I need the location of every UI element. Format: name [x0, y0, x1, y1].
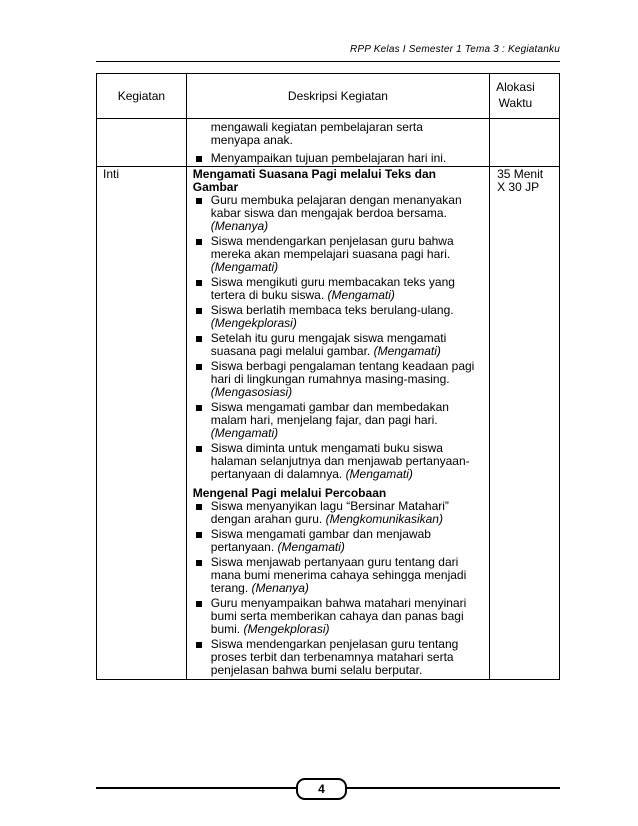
lesson-plan-table — [96, 73, 560, 680]
item-text: Siswa mendengarkan penjelasan guru bahwa mereka akan mempelajari suasana pagi hari. — [210, 234, 454, 261]
page-number: 4 — [296, 778, 347, 800]
item-text: Siswa berlatih membaca teks berulang-ulang. — [210, 303, 454, 317]
list-item — [193, 276, 485, 302]
item-text: Siswa mengikuti guru membacakan teks yang tertera di buku siswa. — [210, 275, 455, 302]
header-alokasi — [490, 74, 560, 119]
item-text: Guru menyampaikan bahwa matahari menyinari bumi serta memberikan cahaya dan panas bagi bumi. — [210, 596, 467, 636]
inti-label: Inti — [97, 167, 187, 680]
header-kegiatan: Kegiatan — [97, 74, 187, 119]
list-item — [193, 401, 485, 440]
list-item — [193, 304, 485, 330]
item-activity: (Mengekplorasi) — [210, 316, 297, 330]
section-title-percobaan: Mengenal Pagi melalui Percobaan — [192, 486, 387, 500]
item-text: Siswa mengamati gambar dan menjawab pertanyaan. — [210, 527, 431, 554]
item-text: Guru membuka pelajaran dengan menanyakan kabar siswa dan mengajak berdoa bersama. — [210, 193, 462, 220]
continuation-alokasi-cell — [490, 119, 560, 167]
continuation-label-cell — [97, 119, 187, 167]
item-text: Siswa diminta untuk mengamati buku siswa halaman selanjutnya dan menjawab pertanyaan-pertanyaan di dalamnya. — [210, 441, 470, 481]
header-rule — [96, 61, 560, 62]
table-header-row — [97, 74, 560, 119]
inti-description-cell — [186, 167, 489, 680]
list-item — [193, 638, 485, 677]
header-deskripsi: Deskripsi Kegiatan — [186, 74, 489, 119]
list-item: Menyampaikan tujuan pembelajaran hari ini. — [193, 152, 483, 165]
item-activity: (Mengamati) — [327, 288, 395, 302]
item-activity: (Mengamati) — [277, 540, 345, 554]
continuation-row — [97, 119, 560, 167]
header-alokasi-text: Alokasi Waktu — [496, 80, 535, 110]
continuation-desc-cell — [186, 119, 489, 167]
inti-row — [97, 167, 560, 680]
item-activity: (Mengamati) — [345, 467, 413, 481]
item-text: Siswa menyanyikan lagu “Bersinar Matahari” dengan arahan guru. — [210, 499, 449, 526]
item-text: Setelah itu guru mengajak siswa mengamati suasana pagi melalui gambar. — [210, 331, 447, 358]
item-activity: (Menanya) — [251, 581, 309, 595]
item-activity: (Mengamati) — [210, 260, 279, 274]
footer-rule-right — [343, 787, 560, 789]
list-item — [193, 332, 485, 358]
list-item — [193, 597, 485, 636]
list-item — [193, 500, 485, 526]
section2-list — [193, 500, 485, 677]
list-item — [193, 442, 485, 481]
list-item — [193, 235, 485, 274]
list-item — [193, 360, 485, 399]
alokasi-jp: X 30 JP — [497, 180, 540, 194]
item-text: Siswa mengamati gambar dan membedakan malam hari, menjelang fajar, dan pagi hari. — [210, 400, 449, 427]
section-title-mengamati: Mengamati Suasana Pagi melalui Teks dan Gambar — [192, 167, 436, 194]
list-item — [193, 528, 485, 554]
item-activity: (Mengamati) — [373, 344, 441, 358]
running-header: RPP Kelas I Semester 1 Tema 3 : Kegiatanku — [350, 44, 560, 55]
section1-list — [193, 194, 485, 481]
item-activity: (Mengekplorasi) — [243, 622, 330, 636]
alokasi-minutes: 35 Menit — [497, 167, 544, 181]
item-text: Siswa menjawab pertanyaan guru tentang dari mana bumi menerima cahaya sehingga menjadi terang. — [210, 555, 467, 595]
item-activity: (Mengasosiasi) — [210, 385, 293, 399]
item-activity: (Mengkomunikasikan) — [325, 512, 443, 526]
inti-alokasi-cell — [490, 167, 560, 680]
list-item: mengawali kegiatan pembelajaran serta menyapa anak. — [210, 120, 423, 147]
list-item — [193, 194, 485, 233]
list-item — [193, 556, 485, 595]
item-activity: (Mengamati) — [210, 426, 279, 440]
item-activity: (Menanya) — [210, 219, 269, 233]
footer-rule-left — [96, 787, 296, 789]
item-text: Siswa berbagi pengalaman tentang keadaan pagi hari di lingkungan rumahnya masing-masing. — [210, 359, 475, 386]
item-text: Siswa mendengarkan penjelasan guru tentang proses terbit dan terbenamnya matahari serta penjelasan bahwa bumi selalu berputar. — [210, 637, 459, 677]
